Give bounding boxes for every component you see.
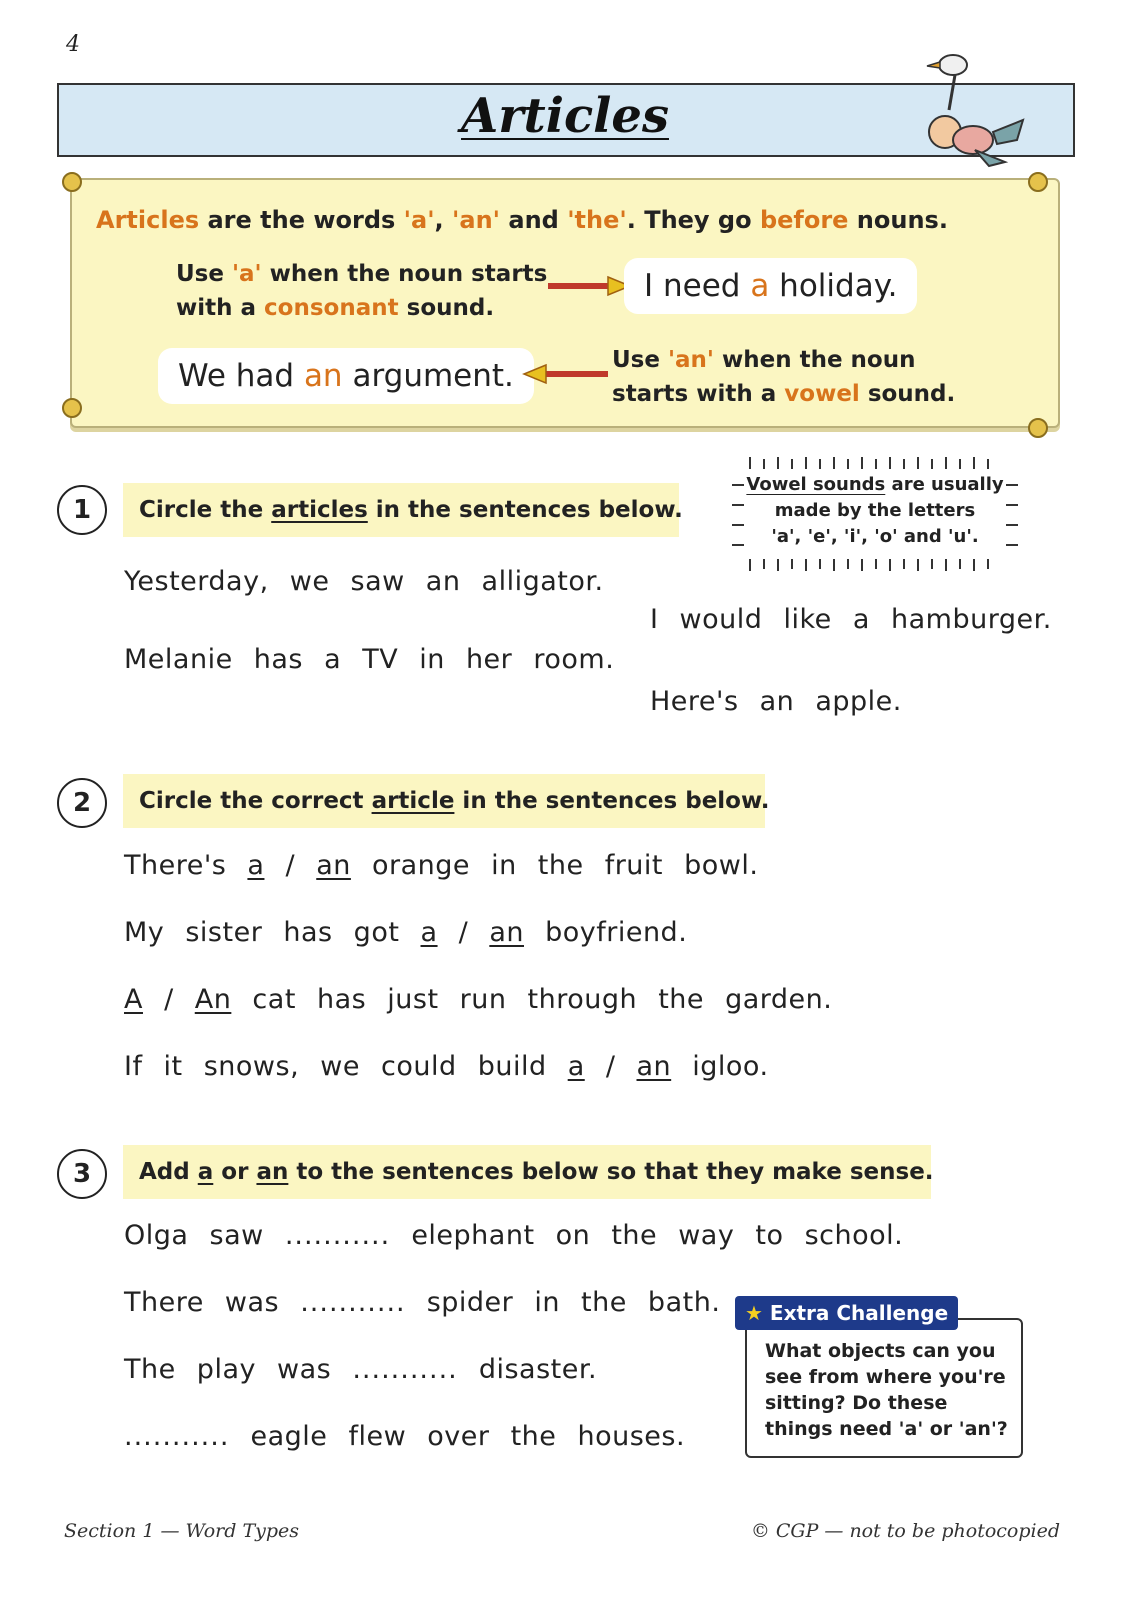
question-3-instruction: [123, 1145, 934, 1199]
instruction-part: Circle the correct: [139, 788, 372, 814]
sentence-part: The play was: [124, 1354, 353, 1385]
q3-sentence: [124, 1354, 597, 1385]
example-part: holiday.: [769, 268, 898, 304]
example-article: a: [750, 268, 770, 304]
pin-icon: [62, 172, 82, 192]
answer-blank[interactable]: ...........: [124, 1421, 230, 1452]
rule-part: sound.: [398, 295, 495, 321]
q2-sentence: [124, 917, 687, 948]
question-number: 3: [57, 1149, 107, 1199]
instruction-keyword: articles: [271, 497, 368, 523]
example-part: I need: [644, 268, 751, 304]
choice-separator: /: [264, 850, 317, 881]
page-title: Articles: [461, 88, 669, 144]
q3-sentence: [124, 1220, 903, 1251]
q3-sentence: [124, 1421, 685, 1452]
question-2-instruction: [123, 774, 770, 828]
mascot-illustration: [905, 40, 1035, 170]
choice-an[interactable]: An: [194, 984, 232, 1015]
rule-part: starts with a: [612, 381, 785, 407]
choice-an[interactable]: an: [489, 917, 524, 948]
keyword-before: before: [759, 206, 849, 234]
intro-text: [96, 206, 948, 234]
sentence-part: If it snows, we could build: [124, 1051, 568, 1082]
keyword-vowel: vowel: [784, 381, 860, 407]
arrow-right-icon: [546, 275, 632, 297]
tip-text: [745, 472, 1005, 550]
rule-part: Use: [176, 261, 232, 287]
rule-part: Use: [612, 347, 668, 373]
q1-sentence[interactable]: Here's an apple.: [650, 686, 902, 717]
instruction-part: or: [213, 1159, 257, 1185]
keyword-articles: Articles: [96, 206, 200, 234]
sentence-part: spider in the bath.: [405, 1287, 721, 1318]
q1-sentence[interactable]: I would like a hamburger.: [650, 604, 1052, 635]
sentence-part: There's: [124, 850, 248, 881]
choice-a[interactable]: A: [124, 984, 143, 1015]
rule-an: [612, 343, 955, 411]
keyword-an: 'an': [667, 347, 714, 373]
choice-a[interactable]: a: [420, 917, 438, 948]
example-an: [158, 348, 534, 404]
pin-icon: [1028, 418, 1048, 438]
sentence-part: Olga saw: [124, 1220, 285, 1251]
q1-sentence[interactable]: Yesterday, we saw an alligator.: [124, 566, 604, 597]
tip-part: 'a', 'e', 'i', 'o' and 'u'.: [771, 526, 979, 547]
keyword-the: 'the': [567, 206, 627, 234]
answer-blank[interactable]: ...........: [284, 1220, 391, 1251]
footer-copyright: © CGP — not to be photocopied: [750, 1520, 1060, 1542]
q3-sentence: [124, 1287, 720, 1318]
example-article: an: [303, 358, 343, 394]
answer-blank[interactable]: ...........: [352, 1354, 458, 1385]
instruction-part: to the sentences below so that they make sense.: [288, 1159, 934, 1185]
tip-keyword: Vowel sounds: [746, 474, 886, 495]
sentence-part: There was: [124, 1287, 301, 1318]
extra-challenge-text: What objects can you see from where you're sitting? Do these things need 'a' or 'an'?: [765, 1340, 1008, 1440]
keyword-a: 'a': [231, 261, 262, 287]
q2-sentence: [124, 850, 758, 881]
keyword-a: 'a': [403, 206, 435, 234]
choice-a[interactable]: a: [247, 850, 265, 881]
sentence-part: orange in the fruit bowl.: [350, 850, 759, 881]
extra-challenge-badge: [735, 1296, 958, 1330]
extra-challenge-label: Extra Challenge: [769, 1301, 949, 1325]
choice-a[interactable]: a: [567, 1051, 585, 1082]
sentence-part: disaster.: [457, 1354, 598, 1385]
question-1-instruction: [123, 483, 683, 537]
instruction-part: Circle the: [139, 497, 272, 523]
instruction-part: Add: [139, 1159, 198, 1185]
choice-an[interactable]: an: [636, 1051, 672, 1082]
example-part: We had: [178, 358, 304, 394]
tip-part: made by the letters: [774, 500, 976, 521]
example-part: argument.: [342, 358, 514, 394]
sentence-part: elephant on the way to school.: [390, 1220, 904, 1251]
keyword-an: 'an': [452, 206, 501, 234]
example-a: [624, 258, 917, 314]
rule-part: when the noun: [713, 347, 916, 373]
sentence-part: My sister has got: [124, 917, 421, 948]
q1-sentence[interactable]: Melanie has a TV in her room.: [124, 644, 615, 675]
star-icon: ★: [745, 1301, 763, 1325]
question-number: 2: [57, 778, 107, 828]
instruction-keyword: a: [197, 1159, 214, 1185]
q2-sentence: [124, 984, 832, 1015]
page-number: 4: [66, 32, 80, 57]
rule-part: when the noun starts: [261, 261, 548, 287]
keyword-consonant: consonant: [264, 295, 399, 321]
footer-section: Section 1 — Word Types: [64, 1520, 300, 1542]
sentence-part: eagle flew over the houses.: [229, 1421, 686, 1452]
instruction-part: in the sentences below.: [454, 788, 770, 814]
question-number: 1: [57, 485, 107, 535]
q2-sentence: [124, 1051, 769, 1082]
choice-an[interactable]: an: [316, 850, 351, 881]
choice-separator: /: [584, 1051, 637, 1082]
pin-icon: [1028, 172, 1048, 192]
tip-part: are usually: [885, 474, 1004, 495]
intro-part: are the words: [199, 206, 404, 234]
sentence-part: boyfriend.: [524, 917, 688, 948]
rule-part: sound.: [859, 381, 956, 407]
instruction-keyword: an: [256, 1159, 289, 1185]
answer-blank[interactable]: ...........: [300, 1287, 406, 1318]
sentence-part: cat has just run through the garden.: [231, 984, 833, 1015]
arrow-left-icon: [522, 363, 610, 385]
instruction-part: in the sentences below.: [367, 497, 683, 523]
choice-separator: /: [142, 984, 195, 1015]
intro-part: . They go: [626, 206, 760, 234]
rule-a: [176, 257, 547, 325]
choice-separator: /: [437, 917, 490, 948]
rule-part: with a: [176, 295, 265, 321]
pin-icon: [62, 398, 82, 418]
intro-part: ,: [434, 206, 453, 234]
intro-part: and: [500, 206, 568, 234]
intro-part: nouns.: [848, 206, 948, 234]
sentence-part: igloo.: [671, 1051, 769, 1082]
instruction-keyword: article: [371, 788, 455, 814]
